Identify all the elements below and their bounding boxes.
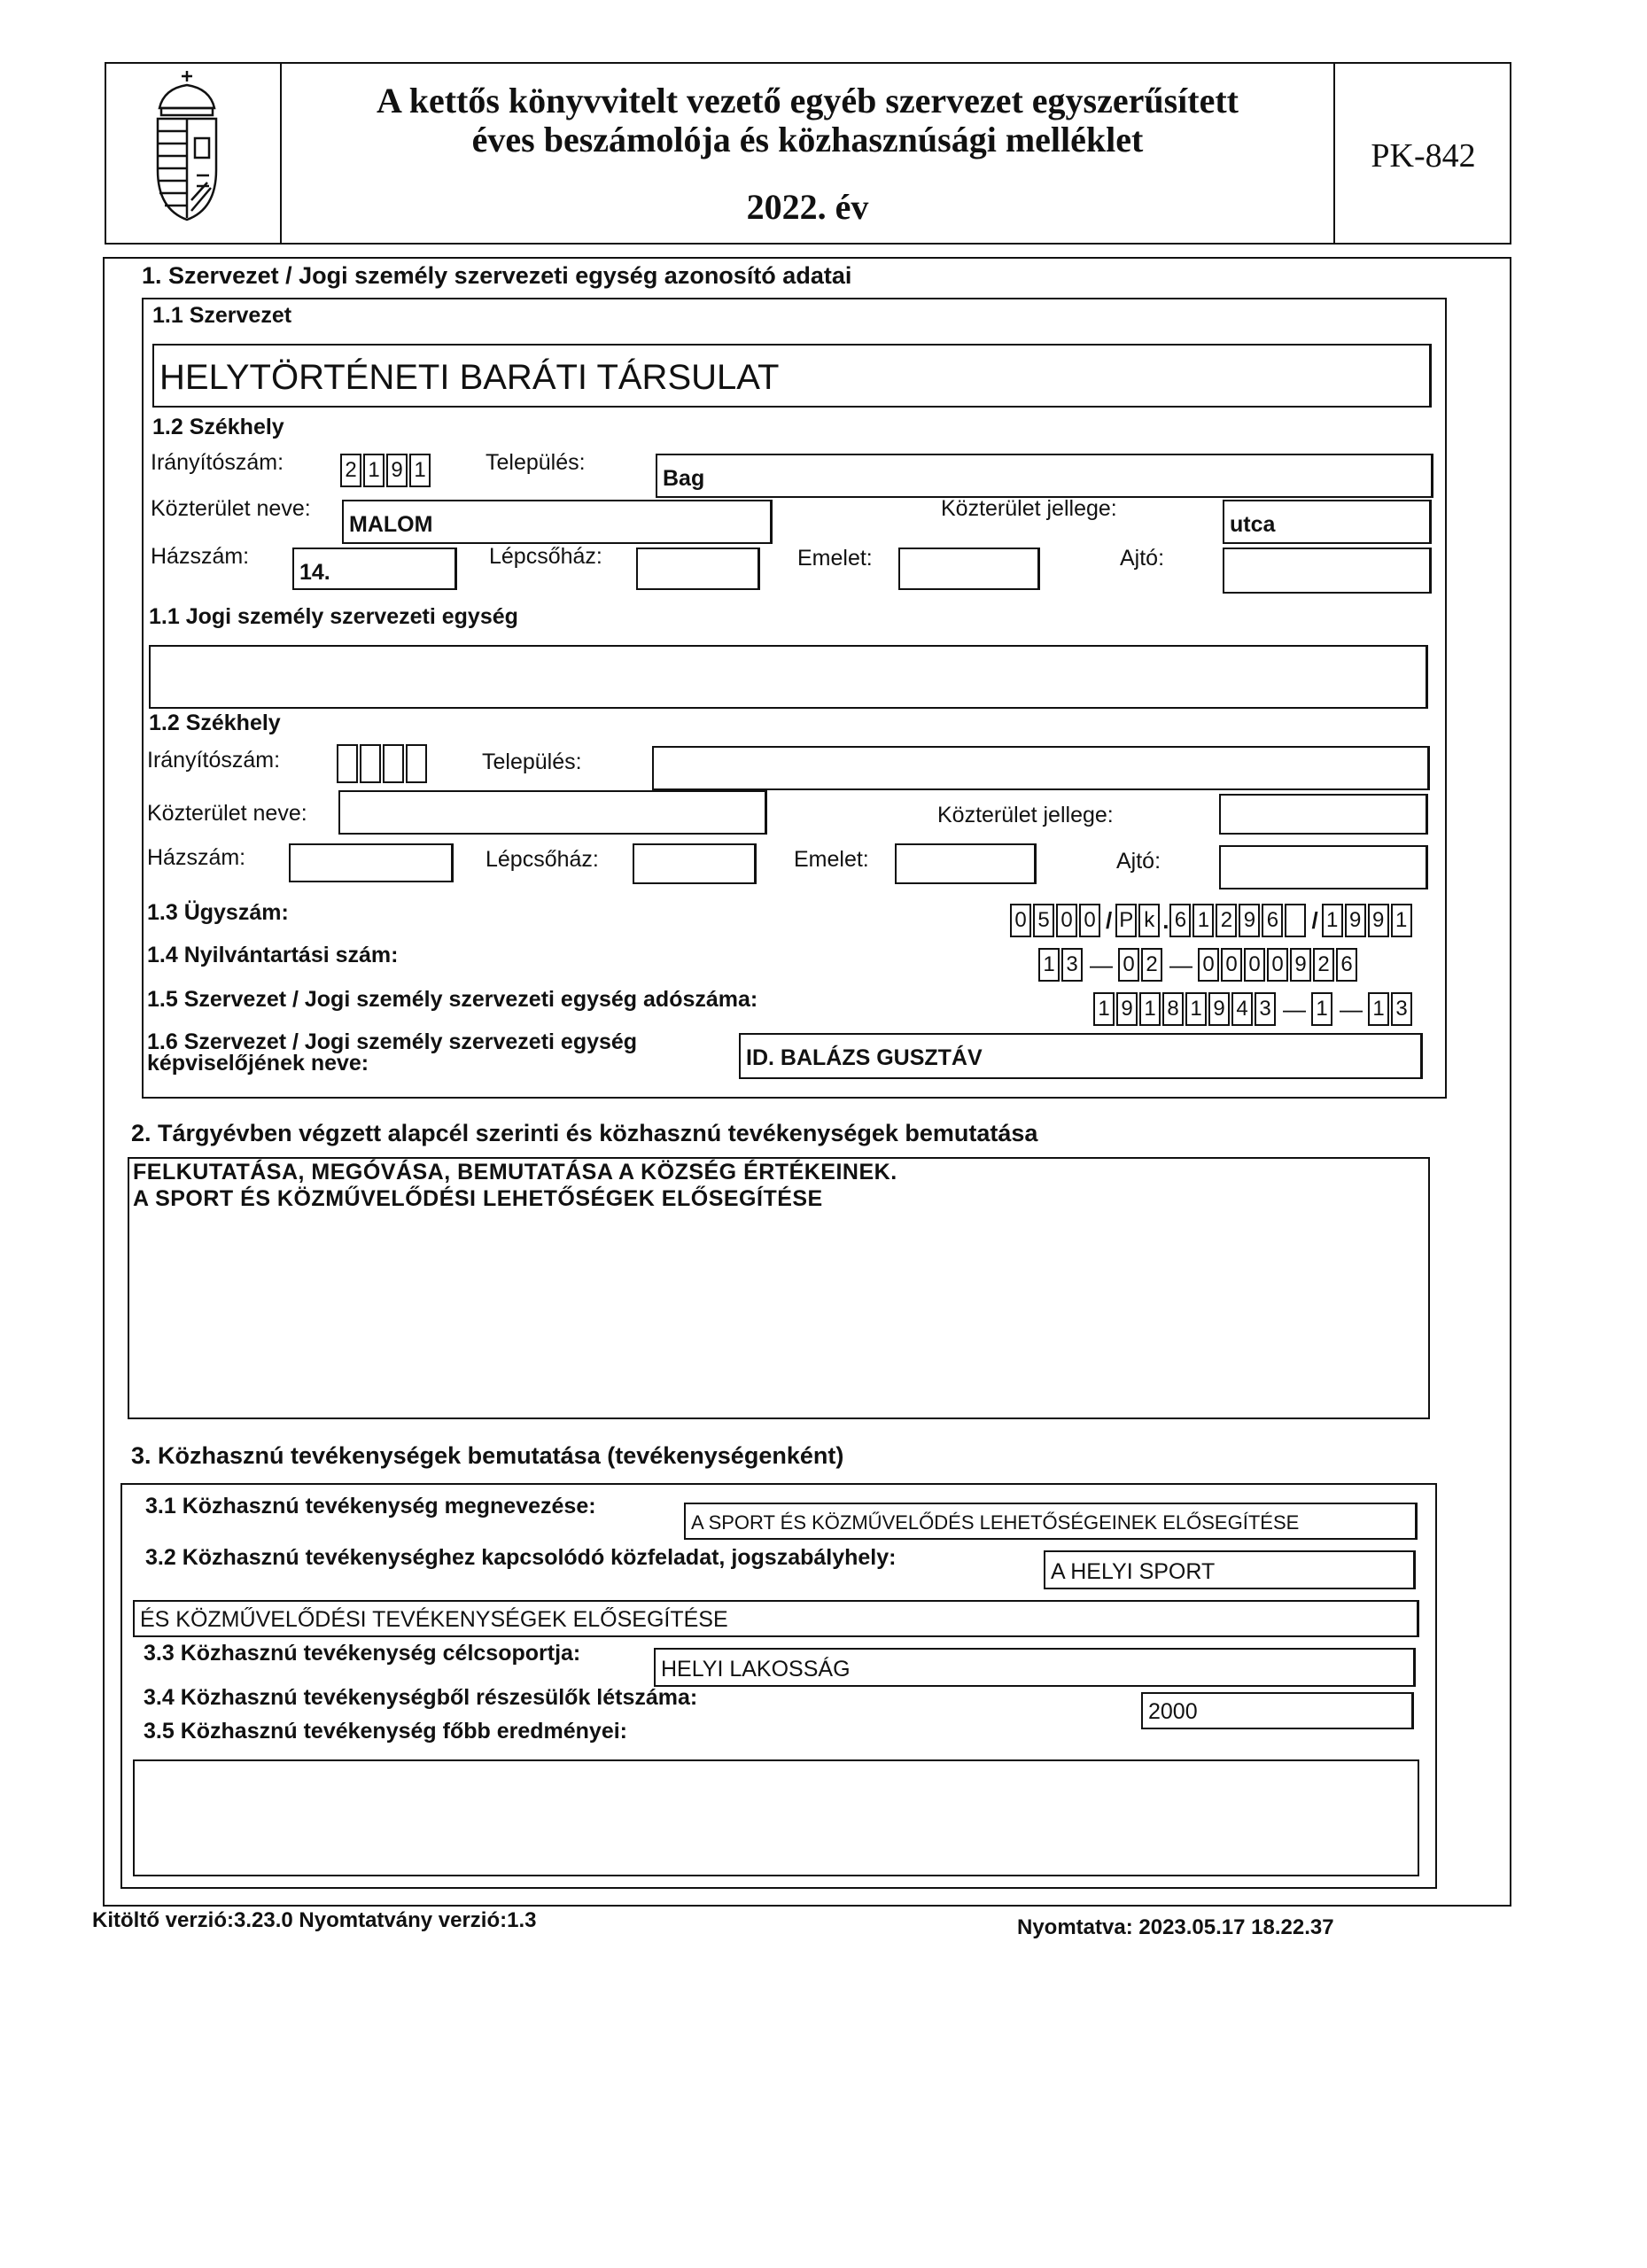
case-separator: / [1311, 906, 1318, 934]
case-digit: 9 [1239, 904, 1260, 937]
org-postal-digits[interactable] [340, 454, 432, 487]
unit-postal-label: Irányítószám: [147, 748, 281, 773]
case-separator: / [1106, 906, 1113, 934]
case-digit: 1 [1391, 904, 1412, 937]
org-door-label: Ajtó: [1120, 546, 1165, 571]
postal-digit: 1 [409, 454, 431, 487]
registry-digit: 0 [1221, 948, 1242, 982]
hungarian-coat-of-arms-icon [142, 67, 232, 227]
case-number-label: 1.3 Ügyszám: [147, 900, 289, 925]
registry-digits[interactable] [1038, 948, 1359, 982]
unit-stair-field[interactable] [633, 843, 757, 884]
org-city-label: Település: [486, 450, 586, 475]
unit-floor-field[interactable] [895, 843, 1037, 884]
tax-digit: 4 [1231, 992, 1253, 1026]
unit-postal-digits[interactable] [337, 744, 429, 783]
unit-stair-label: Lépcsőház: [486, 847, 599, 872]
case-digit: 6 [1262, 904, 1283, 937]
unit-name-field[interactable] [149, 645, 1428, 709]
public-duty-label: 3.2 Közhasznú tevékenységhez kapcsolódó közfeladat, jogszabályhely: [145, 1545, 897, 1570]
case-separator: . [1162, 906, 1169, 934]
rep-name-field[interactable]: ID. BALÁZS GUSZTÁV [739, 1033, 1423, 1079]
unit-city-label: Település: [482, 750, 582, 774]
registry-digit: 6 [1336, 948, 1357, 982]
case-digit: k [1138, 904, 1160, 937]
tax-digit: 9 [1208, 992, 1230, 1026]
unit-street-type-label: Közterület jellege: [937, 803, 1114, 827]
org-street-type-label: Közterület jellege: [941, 496, 1117, 521]
unit-floor-label: Emelet: [794, 847, 869, 872]
postal-digit: 9 [386, 454, 408, 487]
form-title-line2: éves beszámolója és közhasznúsági melléklet [471, 120, 1144, 159]
section2-line2: A SPORT ÉS KÖZMŰVELŐDÉSI LEHETŐSÉGEK ELŐSEGÍTÉSE [133, 1186, 823, 1211]
org-city-field[interactable]: Bag [656, 454, 1433, 498]
case-digit: 5 [1033, 904, 1054, 937]
postal-digit [383, 744, 404, 783]
results-field[interactable] [133, 1759, 1419, 1876]
form-year: 2022. év [746, 187, 869, 227]
form-code: PK-842 [1371, 137, 1476, 175]
org-name-field[interactable]: HELYTÖRTÉNETI BARÁTI TÁRSULAT [152, 344, 1432, 408]
registry-digit: 3 [1061, 948, 1083, 982]
form-title-line1: A kettős könyvvitelt vezető egyéb szervezet egyszerűsített [377, 81, 1239, 120]
registry-digit: 2 [1313, 948, 1334, 982]
case-digit: 1 [1193, 904, 1214, 937]
registry-digit: 9 [1290, 948, 1311, 982]
tax-digit: 1 [1093, 992, 1115, 1026]
footer-printed: Nyomtatva: 2023.05.17 18.22.37 [1017, 1915, 1334, 1939]
org-street-field[interactable]: MALOM [342, 500, 773, 544]
footer-version: Kitöltő verzió:3.23.0 Nyomtatvány verzió:1.3 [92, 1908, 537, 1932]
tax-digits[interactable] [1093, 992, 1414, 1026]
unit-seat-heading: 1.2 Székhely [149, 711, 281, 735]
tax-digit: 9 [1116, 992, 1138, 1026]
org-floor-label: Emelet: [797, 546, 873, 571]
unit-city-field[interactable] [652, 746, 1430, 790]
unit-house-label: Házszám: [147, 845, 246, 870]
postal-digit [360, 744, 381, 783]
tax-digit: 1 [1368, 992, 1389, 1026]
case-digit: 9 [1368, 904, 1389, 937]
org-street-type-field[interactable]: utca [1223, 500, 1432, 544]
org-house-field[interactable]: 14. [292, 548, 457, 590]
tax-label: 1.5 Szervezet / Jogi személy szervezeti egység adószáma: [147, 987, 758, 1012]
unit-house-field[interactable] [289, 843, 454, 882]
org-seat-heading: 1.2 Székhely [152, 415, 284, 439]
section1-title: 1. Szervezet / Jogi személy szervezeti egység azonosító adatai [142, 262, 852, 289]
registry-dash: — [1090, 951, 1113, 978]
registry-digit: 0 [1198, 948, 1219, 982]
tax-digit: 8 [1162, 992, 1184, 1026]
beneficiaries-field[interactable]: 2000 [1141, 1692, 1414, 1729]
case-digit [1285, 904, 1306, 937]
section2-title: 2. Tárgyévben végzett alapcél szerinti és közhasznú tevékenységek bemutatása [131, 1120, 1038, 1146]
org-stair-label: Lépcsőház: [489, 544, 602, 569]
unit-street-label: Közterület neve: [147, 801, 307, 826]
tax-digit: 1 [1139, 992, 1161, 1026]
case-digit: 0 [1010, 904, 1031, 937]
org-stair-field[interactable] [636, 548, 760, 590]
unit-door-label: Ajtó: [1116, 849, 1161, 874]
activity-name-label: 3.1 Közhasznú tevékenység megnevezése: [145, 1494, 596, 1518]
activity-name-field[interactable]: A SPORT ÉS KÖZMŰVELŐDÉS LEHETŐSÉGEINEK ELŐSEGÍTÉSE [684, 1503, 1418, 1540]
case-digit: 1 [1322, 904, 1343, 937]
case-digit: 2 [1216, 904, 1237, 937]
case-digit: 9 [1345, 904, 1366, 937]
case-digit: P [1115, 904, 1137, 937]
org-postal-label: Irányítószám: [151, 450, 284, 475]
case-digit: 6 [1169, 904, 1191, 937]
case-digit: 0 [1056, 904, 1077, 937]
org-floor-field[interactable] [898, 548, 1040, 590]
rep-label-line2: képviselőjének neve: [147, 1051, 369, 1076]
registry-digit: 0 [1267, 948, 1288, 982]
tax-digit: 3 [1391, 992, 1412, 1026]
postal-digit: 2 [340, 454, 361, 487]
registry-digit: 0 [1244, 948, 1265, 982]
registry-digit: 1 [1038, 948, 1060, 982]
postal-digit [406, 744, 427, 783]
tax-digit: 1 [1185, 992, 1207, 1026]
registry-digit: 2 [1141, 948, 1162, 982]
unit-street-type-field[interactable] [1219, 794, 1428, 835]
registry-digit: 0 [1118, 948, 1139, 982]
case-digit: 0 [1079, 904, 1100, 937]
unit-heading: 1.1 Jogi személy szervezeti egység [149, 604, 518, 629]
org-house-label: Házszám: [151, 544, 250, 569]
tax-digit: 1 [1311, 992, 1332, 1026]
unit-street-field[interactable] [338, 790, 767, 835]
tax-dash: — [1283, 995, 1306, 1022]
registry-label: 1.4 Nyilvántartási szám: [147, 943, 399, 967]
postal-digit [337, 744, 358, 783]
section2-line1: FELKUTATÁSA, MEGÓVÁSA, BEMUTATÁSA A KÖZSÉG ÉRTÉKEINEK. [133, 1160, 897, 1184]
tax-dash: — [1340, 995, 1363, 1022]
public-duty-field-1[interactable]: A HELYI SPORT [1044, 1550, 1416, 1589]
case-number-digits[interactable] [1010, 904, 1414, 937]
postal-digit: 1 [363, 454, 385, 487]
target-group-label: 3.3 Közhasznú tevékenység célcsoportja: [144, 1641, 581, 1666]
public-duty-field-2[interactable]: ÉS KÖZMŰVELŐDÉSI TEVÉKENYSÉGEK ELŐSEGÍTÉSE [133, 1600, 1419, 1637]
registry-dash: — [1169, 951, 1193, 978]
tax-digit: 3 [1255, 992, 1276, 1026]
org-heading: 1.1 Szervezet [152, 303, 292, 328]
beneficiaries-label: 3.4 Közhasznú tevékenységből részesülők létszáma: [144, 1685, 698, 1710]
org-street-label: Közterület neve: [151, 496, 311, 521]
org-door-field[interactable] [1223, 548, 1432, 594]
results-label: 3.5 Közhasznú tevékenység főbb eredményei: [144, 1719, 628, 1744]
rep-label-line1: 1.6 Szervezet / Jogi személy szervezeti egység [147, 1029, 638, 1054]
unit-door-field[interactable] [1219, 845, 1428, 889]
target-group-field[interactable]: HELYI LAKOSSÁG [654, 1648, 1416, 1687]
section3-title: 3. Közhasznú tevékenységek bemutatása (tevékenységenként) [131, 1442, 844, 1469]
